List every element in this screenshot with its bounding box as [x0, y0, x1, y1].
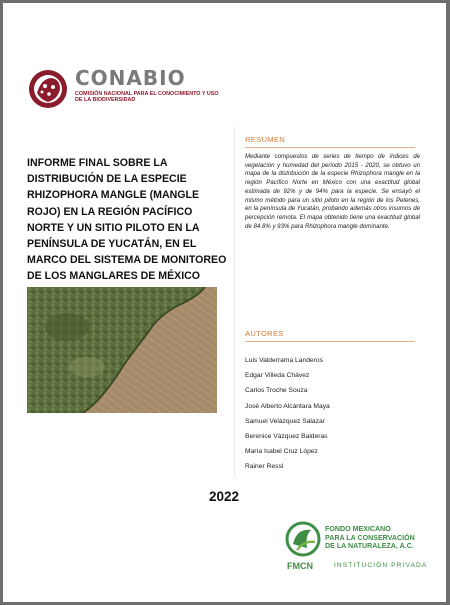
authors-list	[245, 353, 420, 475]
author-name: Carlos Troche Souza	[245, 387, 308, 395]
fmcn-swirl-logo-icon	[285, 520, 321, 558]
author-name: Luis Valderrama Landeros	[245, 357, 323, 364]
resumen-heading: RESUMEN	[245, 135, 286, 144]
conabio-subtitle: COMISIÓN NACIONAL PARA EL CONOCIMIENTO Y USO DE LA BIODIVERSIDAD	[75, 91, 219, 104]
jaguar-logo-icon	[27, 65, 69, 117]
author-name: Edgar Villeda Chávez	[245, 372, 310, 380]
publication-year: 2022	[209, 489, 240, 504]
autores-heading: AUTORES	[245, 329, 284, 338]
fmcn-institution: INSTITUCIÓN PRIVADA	[334, 562, 428, 569]
fmcn-name-line: PARA LA CONSERVACIÓN	[325, 533, 415, 542]
conabio-logo	[27, 65, 227, 125]
resumen-divider	[245, 147, 415, 148]
fmcn-name	[325, 525, 445, 551]
author-name: María Isabel Cruz López	[245, 448, 318, 456]
fmcn-abbreviation: FMCN	[287, 561, 313, 571]
author-name: Rainer Ressl	[245, 463, 284, 471]
fmcn-name-line: FONDO MEXICANO	[325, 525, 391, 533]
mangrove-aerial-photo	[27, 287, 217, 413]
report-title: INFORME FINAL SOBRE LA DISTRIBUCIÓN DE LA ESPECIE RHIZOPHORA MANGLE (MANGLE ROJO) EN LA REGIÓN PACÍFICO NORTE Y UN SITIO PILOTO EN LA PENÍNSULA DE YUCATÁN, EN EL MARCO DEL SISTEMA DE MONITOREO DE LOS MANGLARES DE MÉXICO	[27, 157, 227, 283]
autores-divider	[245, 341, 415, 342]
right-column	[234, 127, 425, 477]
author-name: José Alberto Alcántara Maya	[245, 402, 330, 410]
conabio-name: CONABIO	[75, 66, 186, 90]
fmcn-logo	[285, 520, 445, 590]
fmcn-name-line: DE LA NATURALEZA, A.C.	[325, 542, 414, 551]
author-name: Berenice Vázquez Balderas	[245, 433, 328, 441]
resumen-text: Mediante compuestos de series de tiempo de índices de vegetación y humedad del periodo 2015 - 2020, se obtuvo un mapa de la distribución de la especie Rhizophora mangle en la región Pacífico Norte en México con una exactitud global estimada de 92% y de 94% para la especie. Se ensayó el mismo método para un sitio piloto en la región de los Petenes, en la península de Yucatán, probando además otros insumos de percepción remota. El mapa obtenido tiene una exactitud global de 84.8% y 93% para Rhizophora mangle dominante.	[245, 153, 420, 230]
author-name: Samuel Velázquez Salazar	[245, 417, 325, 425]
report-cover	[3, 3, 446, 602]
